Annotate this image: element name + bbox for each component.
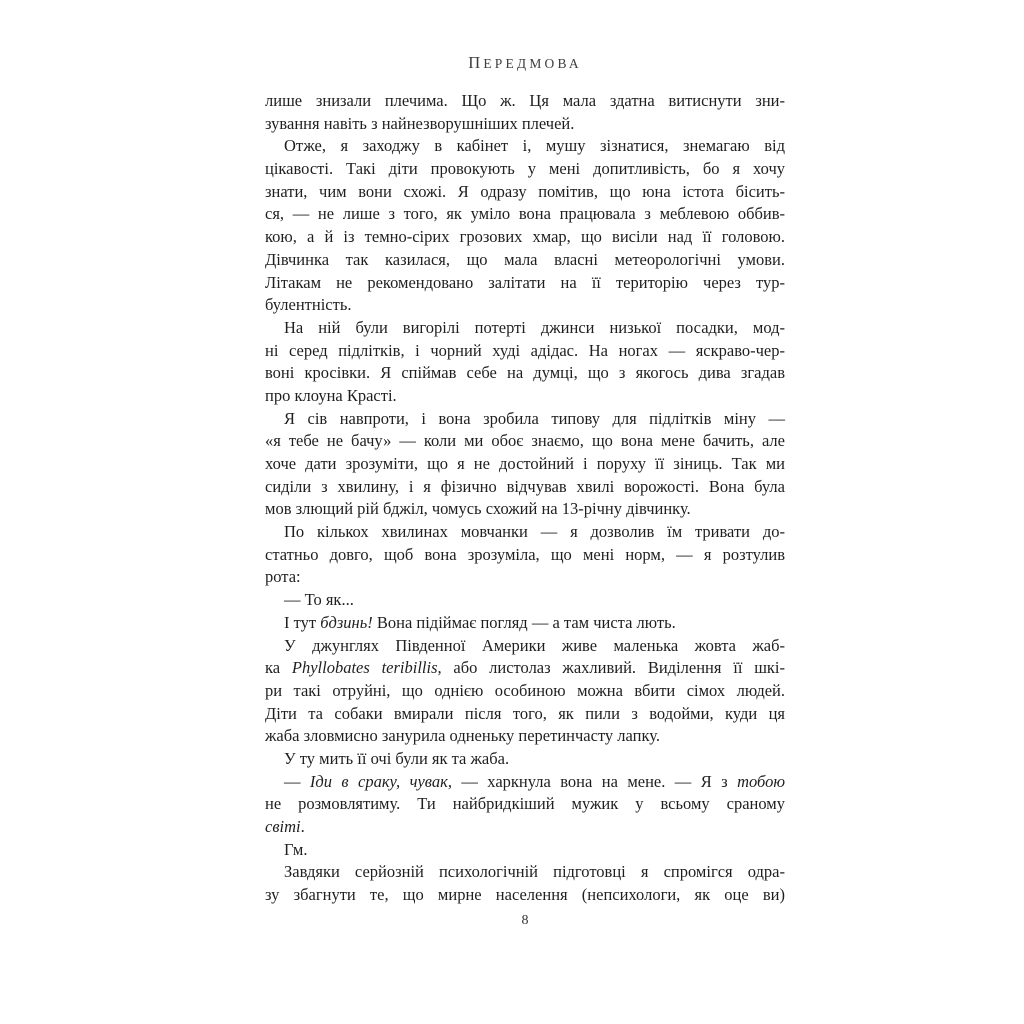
text-run: І тут bbox=[284, 612, 321, 632]
italic-text-run: бдзинь! bbox=[320, 612, 373, 632]
text-line bbox=[265, 680, 785, 703]
text-line bbox=[265, 748, 785, 771]
text-run: мов злющий рій бджіл, чомусь схожий на 13-річну дівчинку. bbox=[265, 499, 691, 519]
italic-text-run: світі bbox=[265, 817, 301, 836]
text-run: На ній були вигорілі потерті джинси низької посадки, мод- bbox=[284, 317, 785, 337]
text-run: лише знизали плечима. Що ж. Ця мала здатна витиснути зни- bbox=[265, 91, 785, 110]
text-run: про клоуна Красті. bbox=[265, 385, 397, 405]
text-line bbox=[265, 226, 785, 249]
italic-text-run: Іди в сраку, чувак bbox=[309, 771, 448, 791]
text-run: Я сів навпроти, і вона зробила типову для підлітків міну — bbox=[284, 408, 785, 428]
text-run: У джунглях Південної Америки живе маленька жовта жаб- bbox=[284, 635, 785, 655]
text-line bbox=[265, 158, 785, 181]
text-line bbox=[265, 453, 785, 476]
text-line bbox=[265, 362, 785, 385]
text-line bbox=[265, 203, 785, 226]
text-run: не розмовлятиму. Ти найбридкіший мужик у всьому сраному bbox=[265, 794, 785, 814]
text-run: ка bbox=[265, 658, 292, 678]
text-line bbox=[265, 294, 785, 317]
page-number: 8 bbox=[521, 913, 529, 928]
text-line bbox=[265, 771, 785, 794]
text-run: цікавості. Такі діти провокують у мені допитливість, бо я хочу bbox=[265, 159, 785, 179]
text-run: жаба зловмисно занурила одненьку перетинчасту лапку. bbox=[265, 726, 660, 746]
text-run: кою, а й із темно-сірих грозових хмар, що висіли над її головою. bbox=[265, 227, 785, 247]
text-run: По кількох хвилинах мовчанки — я дозволив їм тривати до- bbox=[284, 522, 785, 542]
text-line bbox=[265, 135, 785, 158]
text-line bbox=[265, 635, 785, 658]
text-line bbox=[265, 113, 785, 136]
text-run: Діти та собаки вмирали після того, як пили з водойми, куди ця bbox=[265, 703, 785, 723]
text-run: Дівчинка так казилася, що мала власні метеорологічні умови. bbox=[265, 249, 785, 269]
text-run: ри такі отруйні, що однією особиною можна вбити сімох людей. bbox=[265, 680, 785, 700]
italic-text-run: тобою bbox=[737, 771, 785, 791]
text-line bbox=[265, 521, 785, 544]
text-line bbox=[265, 589, 785, 612]
text-run: ся, — не лише з того, як уміло вона працювала з меблевою оббив- bbox=[265, 204, 785, 224]
text-line bbox=[265, 340, 785, 363]
text-run: булентність. bbox=[265, 295, 352, 315]
text-line bbox=[265, 385, 785, 408]
text-run: Літакам не рекомендовано залітати на її територію через тур- bbox=[265, 272, 785, 292]
text-line bbox=[265, 249, 785, 272]
text-line bbox=[265, 272, 785, 295]
text-run: , або листолаз жахливий. Виділення її шкі- bbox=[437, 658, 785, 678]
text-run: Гм. bbox=[284, 839, 308, 859]
text-line bbox=[265, 657, 785, 680]
text-line bbox=[265, 498, 785, 521]
text-run: статньо довго, щоб вона зрозуміла, що мені норм, — я розтулив bbox=[265, 544, 785, 564]
text-run: Вона підіймає погляд — а там чиста лють. bbox=[372, 612, 676, 632]
text-line bbox=[265, 816, 785, 839]
italic-text-run: Phyllobates teribillis bbox=[291, 658, 438, 678]
text-run: — bbox=[284, 771, 310, 791]
text-run: ні серед підлітків, і чорний худі адідас. На ногах — яскраво-чер- bbox=[265, 340, 785, 360]
text-line bbox=[265, 544, 785, 567]
text-line bbox=[265, 884, 785, 907]
text-line bbox=[265, 408, 785, 431]
text-line bbox=[265, 181, 785, 204]
text-run: хоче дати зрозуміти, що я не достойний і поруху її зіниць. Так ми bbox=[265, 454, 785, 473]
text-run: У ту мить її очі були як та жаба. bbox=[284, 748, 510, 768]
text-run: — То як... bbox=[284, 590, 354, 610]
text-line bbox=[265, 703, 785, 726]
text-run: Завдяки серйозній психологічній підготовці я спромігся одра- bbox=[284, 862, 785, 882]
text-run: . bbox=[300, 817, 305, 836]
text-line bbox=[265, 476, 785, 499]
text-run: знати, чим вони схожі. Я одразу помітив, що юна істота бісить- bbox=[265, 181, 785, 201]
text-run: «я тебе не бачу» — коли ми обоє знаємо, що вона мене бачить, але bbox=[265, 431, 785, 451]
text-run: зування навіть з найнезворушніших плечей. bbox=[265, 113, 575, 133]
text-line bbox=[265, 861, 785, 884]
text-line bbox=[265, 90, 785, 113]
text-line bbox=[265, 566, 785, 589]
text-line bbox=[265, 839, 785, 862]
page-body bbox=[265, 90, 785, 907]
text-run: сиділи з хвилину, і я фізично відчував хвилі ворожості. Вона була bbox=[265, 476, 785, 496]
text-line bbox=[265, 317, 785, 340]
text-run: зу збагнути те, що мирне населення (непсихологи, як оце ви) bbox=[265, 885, 785, 905]
text-run: Отже, я заходжу в кабінет і, мушу зізнатися, знемагаю від bbox=[284, 136, 785, 156]
text-line bbox=[265, 612, 785, 635]
text-line bbox=[265, 430, 785, 453]
text-run: рота: bbox=[265, 567, 301, 587]
running-head: ПЕРЕДМОВА bbox=[468, 53, 582, 72]
text-line bbox=[265, 725, 785, 748]
text-run: воні кросівки. Я спіймав себе на думці, що з якогось дива згадав bbox=[265, 363, 785, 383]
text-line bbox=[265, 793, 785, 816]
text-run: , — харкнула вона на мене. — Я з bbox=[447, 771, 738, 791]
